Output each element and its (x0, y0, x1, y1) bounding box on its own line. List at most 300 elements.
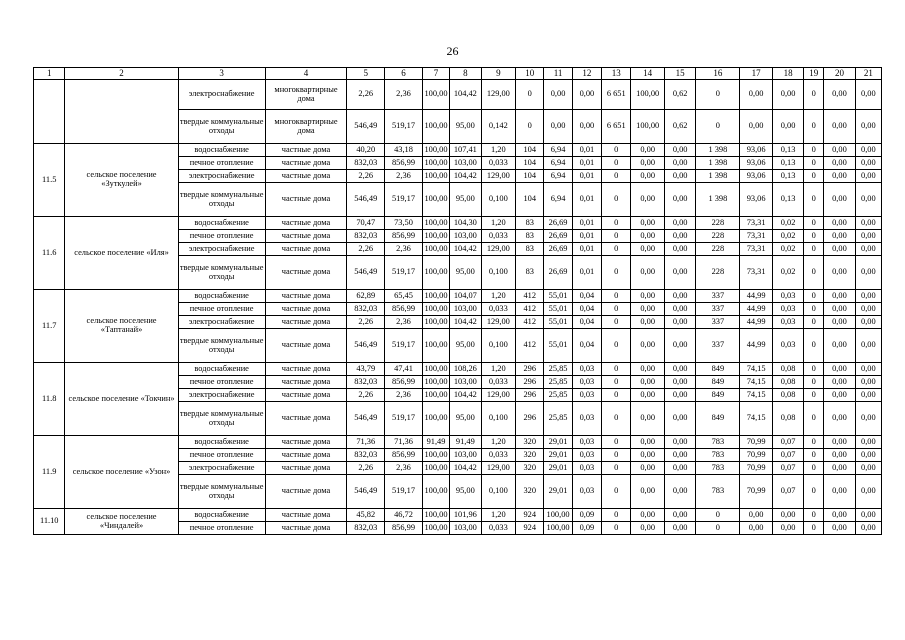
table-cell: 44,99 (740, 316, 772, 329)
table-cell: 2,36 (385, 462, 423, 475)
table-cell: 0 (804, 256, 824, 290)
table-cell: 95,00 (450, 402, 481, 436)
table-cell: 2,26 (347, 80, 385, 110)
table-cell: 100,00 (422, 509, 449, 522)
table-cell: 832,03 (347, 376, 385, 389)
table-cell: 1 398 (696, 183, 740, 217)
table-cell: 104,42 (450, 80, 481, 110)
table-cell: водоснабжение (178, 363, 265, 376)
table-cell: 100,00 (422, 316, 449, 329)
table-cell: 0,01 (572, 230, 601, 243)
table-cell: 0,00 (824, 144, 855, 157)
table-cell: 546,49 (347, 475, 385, 509)
header-row (34, 68, 882, 80)
table-cell: 1,20 (481, 363, 516, 376)
table-cell: 0 (696, 522, 740, 535)
table-cell: 29,01 (544, 449, 572, 462)
table-cell: 0,00 (664, 329, 695, 363)
table-cell: 93,06 (740, 183, 772, 217)
table-cell: частные дома (265, 243, 347, 256)
table-cell: 0,03 (572, 449, 601, 462)
table-cell: 0,00 (631, 462, 665, 475)
table-cell: 2,26 (347, 389, 385, 402)
column-header: 12 (572, 68, 601, 80)
settlement-name-cell: сельское поселение «Иля» (65, 217, 178, 290)
column-header: 9 (481, 68, 516, 80)
table-cell: 0,62 (664, 110, 695, 144)
table-cell: 337 (696, 290, 740, 303)
table-cell: 44,99 (740, 303, 772, 316)
table-cell: электроснабжение (178, 243, 265, 256)
table-cell: 26,69 (544, 243, 572, 256)
table-cell: 0,03 (572, 363, 601, 376)
table-cell: 0 (602, 144, 631, 157)
table-cell: 73,31 (740, 230, 772, 243)
table-cell: 228 (696, 217, 740, 230)
table-cell: 104 (516, 183, 544, 217)
table-cell: 100,00 (422, 462, 449, 475)
settlement-name-cell: сельское поселение «Зуткулей» (65, 144, 178, 217)
table-cell: 100,00 (422, 110, 449, 144)
table-cell: 70,99 (740, 475, 772, 509)
table-cell: 100,00 (422, 522, 449, 535)
table-cell: 55,01 (544, 290, 572, 303)
table-cell: 0 (602, 462, 631, 475)
table-cell: 0,00 (631, 436, 665, 449)
table-cell: 91,49 (422, 436, 449, 449)
table-cell: 0,00 (740, 522, 772, 535)
table-cell: 0,03 (572, 475, 601, 509)
table-cell: 0,00 (855, 144, 881, 157)
table-cell: 0,00 (631, 316, 665, 329)
table-cell: 0 (602, 230, 631, 243)
table-cell: 0 (804, 376, 824, 389)
table-cell: 0,00 (740, 110, 772, 144)
table-cell: 0,03 (772, 316, 803, 329)
table-cell: 0,01 (572, 170, 601, 183)
settlement-name-cell: сельское поселение «Узон» (65, 436, 178, 509)
column-header: 20 (824, 68, 855, 80)
table-cell: 0,00 (664, 363, 695, 376)
table-cell: частные дома (265, 303, 347, 316)
table-cell: 0,07 (772, 449, 803, 462)
table-cell: 832,03 (347, 230, 385, 243)
group-number-cell (34, 80, 65, 144)
table-cell: 2,26 (347, 316, 385, 329)
column-header: 1 (34, 68, 65, 80)
table-cell: 0,00 (855, 157, 881, 170)
table-cell: 519,17 (385, 402, 423, 436)
table-cell: частные дома (265, 316, 347, 329)
table-cell: твердые коммунальные отходы (178, 256, 265, 290)
table-cell: 70,99 (740, 436, 772, 449)
table-cell: твердые коммунальные отходы (178, 183, 265, 217)
table-cell: 0,00 (855, 436, 881, 449)
table-cell: многоквартирные дома (265, 80, 347, 110)
table-cell: 0 (804, 509, 824, 522)
table-cell: 0,08 (772, 402, 803, 436)
table-cell: 100,00 (422, 217, 449, 230)
table-cell: 1,20 (481, 509, 516, 522)
table-cell: 0,62 (664, 80, 695, 110)
table-cell: 0,00 (631, 449, 665, 462)
table-cell: 0,00 (631, 230, 665, 243)
table-cell: 107,41 (450, 144, 481, 157)
table-cell: 832,03 (347, 303, 385, 316)
table-cell: 0,03 (772, 290, 803, 303)
table-cell: 1,20 (481, 144, 516, 157)
table-cell: 0,00 (664, 402, 695, 436)
table-cell: 25,85 (544, 376, 572, 389)
table-cell: 103,00 (450, 157, 481, 170)
table-cell: 0 (804, 170, 824, 183)
table-cell: 519,17 (385, 183, 423, 217)
table-cell: 2,26 (347, 170, 385, 183)
column-header: 3 (178, 68, 265, 80)
table-cell: 83 (516, 230, 544, 243)
table-cell: 0,00 (664, 243, 695, 256)
table-cell: 0,00 (855, 389, 881, 402)
table-cell: 0 (602, 243, 631, 256)
table-cell: 95,00 (450, 475, 481, 509)
table-cell: 26,69 (544, 217, 572, 230)
table-cell: 0 (804, 80, 824, 110)
table-cell: 0 (696, 80, 740, 110)
table-cell: 55,01 (544, 316, 572, 329)
table-cell: 104,42 (450, 243, 481, 256)
table-cell: 104,42 (450, 316, 481, 329)
table-cell: 0,00 (772, 509, 803, 522)
table-cell: частные дома (265, 475, 347, 509)
table-cell: 0 (804, 157, 824, 170)
table-cell: 0,00 (664, 157, 695, 170)
table-cell: 100,00 (422, 183, 449, 217)
table-row (34, 509, 882, 522)
table-cell: 129,00 (481, 170, 516, 183)
table-cell: 0 (602, 303, 631, 316)
table-cell: 103,00 (450, 230, 481, 243)
table-row (34, 217, 882, 230)
table-cell: 129,00 (481, 462, 516, 475)
table-cell: электроснабжение (178, 80, 265, 110)
table-cell: 296 (516, 363, 544, 376)
table-cell: 0,00 (824, 217, 855, 230)
table-cell: электроснабжение (178, 316, 265, 329)
table-cell: 0 (602, 183, 631, 217)
table-cell: 6,94 (544, 170, 572, 183)
column-header: 18 (772, 68, 803, 80)
table-cell: 519,17 (385, 329, 423, 363)
table-cell: 0,033 (481, 522, 516, 535)
table-cell: 6,94 (544, 157, 572, 170)
table-cell: 0,00 (824, 110, 855, 144)
table-cell: 0 (804, 243, 824, 256)
table-cell: частные дома (265, 290, 347, 303)
table-cell: 0,03 (572, 436, 601, 449)
table-cell: 0,01 (572, 157, 601, 170)
table-cell: печное отопление (178, 522, 265, 535)
table-cell: 55,01 (544, 303, 572, 316)
table-cell: 0,00 (855, 110, 881, 144)
table-cell: 0,033 (481, 449, 516, 462)
table-cell: 45,82 (347, 509, 385, 522)
table-cell: 0,00 (544, 110, 572, 144)
table-cell: 73,50 (385, 217, 423, 230)
table-cell: 0,100 (481, 402, 516, 436)
table-cell: частные дома (265, 157, 347, 170)
table-cell: 0 (804, 144, 824, 157)
table-cell: 71,36 (385, 436, 423, 449)
table-cell: 25,85 (544, 402, 572, 436)
table-cell: 0,04 (572, 329, 601, 363)
table-cell: 0,13 (772, 144, 803, 157)
table-cell: 0,00 (572, 80, 601, 110)
table-cell: 0,00 (631, 303, 665, 316)
table-cell: 0,01 (572, 217, 601, 230)
table-cell: частные дома (265, 509, 347, 522)
table-cell: твердые коммунальные отходы (178, 402, 265, 436)
table-cell: 104,42 (450, 462, 481, 475)
table-cell: 0,00 (824, 80, 855, 110)
table-cell: 47,41 (385, 363, 423, 376)
table-cell: 83 (516, 256, 544, 290)
table-cell: 74,15 (740, 363, 772, 376)
table-cell: 0,01 (572, 243, 601, 256)
table-cell: 0,00 (824, 475, 855, 509)
table-cell: 1 398 (696, 144, 740, 157)
table-cell: 0,00 (824, 303, 855, 316)
table-cell: 0 (516, 110, 544, 144)
table-cell: частные дома (265, 376, 347, 389)
table-cell: 44,99 (740, 290, 772, 303)
column-header: 16 (696, 68, 740, 80)
column-header: 17 (740, 68, 772, 80)
table-cell: 6 651 (602, 80, 631, 110)
table-cell: 0,00 (664, 183, 695, 217)
table-cell: 129,00 (481, 389, 516, 402)
table-cell: 0 (804, 402, 824, 436)
table-cell: 0 (602, 376, 631, 389)
table-cell: 95,00 (450, 110, 481, 144)
table-cell: 100,00 (422, 290, 449, 303)
table-cell: 0,04 (572, 290, 601, 303)
table-cell: частные дома (265, 256, 347, 290)
table-cell: 0,07 (772, 436, 803, 449)
table-cell: 0,100 (481, 256, 516, 290)
table-cell: 0 (804, 290, 824, 303)
table-cell: 0,13 (772, 183, 803, 217)
table-cell: 100,00 (422, 230, 449, 243)
table-cell: 0,033 (481, 157, 516, 170)
table-cell: 0 (804, 389, 824, 402)
table-cell: 104 (516, 144, 544, 157)
table-cell: 74,15 (740, 376, 772, 389)
table-cell: 0,100 (481, 475, 516, 509)
table-cell: 0 (602, 157, 631, 170)
table-cell: 412 (516, 303, 544, 316)
table-cell: 0,00 (824, 316, 855, 329)
table-cell: 100,00 (422, 157, 449, 170)
column-header: 15 (664, 68, 695, 80)
table-cell: 0,00 (824, 230, 855, 243)
table-cell: электроснабжение (178, 389, 265, 402)
table-cell: 0,04 (572, 303, 601, 316)
table-cell: 0,100 (481, 329, 516, 363)
table-cell: 0 (804, 449, 824, 462)
table-cell: электроснабжение (178, 462, 265, 475)
table-cell: 29,01 (544, 436, 572, 449)
column-header: 11 (544, 68, 572, 80)
table-cell: 0,00 (664, 230, 695, 243)
table-cell: 412 (516, 290, 544, 303)
table-cell: печное отопление (178, 230, 265, 243)
table-cell: 100,00 (422, 363, 449, 376)
table-cell: 0,00 (631, 376, 665, 389)
settlement-name-cell: сельское поселение «Чиндалей» (65, 509, 178, 535)
column-header: 21 (855, 68, 881, 80)
column-header: 19 (804, 68, 824, 80)
table-cell: многоквартирные дома (265, 110, 347, 144)
table-cell: 0,00 (664, 449, 695, 462)
table-cell: 0 (804, 110, 824, 144)
table-cell: 783 (696, 449, 740, 462)
table-cell: 519,17 (385, 256, 423, 290)
table-cell: твердые коммунальные отходы (178, 110, 265, 144)
table-cell: 0,00 (824, 449, 855, 462)
table-cell: 0,09 (572, 509, 601, 522)
table-cell: 29,01 (544, 475, 572, 509)
table-cell: 0 (602, 217, 631, 230)
table-cell: 0,00 (824, 363, 855, 376)
table-row (34, 363, 882, 376)
table-cell: 2,26 (347, 243, 385, 256)
group-number-cell: 11.5 (34, 144, 65, 217)
table-cell: 337 (696, 303, 740, 316)
table-cell: 29,01 (544, 462, 572, 475)
table-cell: 104,42 (450, 170, 481, 183)
table-cell: частные дома (265, 522, 347, 535)
table-cell: 0,00 (855, 80, 881, 110)
column-header: 2 (65, 68, 178, 80)
table-cell: 0,00 (664, 290, 695, 303)
table-cell: 0,07 (772, 475, 803, 509)
table-cell: 71,36 (347, 436, 385, 449)
table-cell: 0 (804, 462, 824, 475)
table-cell: частные дома (265, 217, 347, 230)
table-cell: 25,85 (544, 389, 572, 402)
table-cell: 0,00 (855, 376, 881, 389)
table-cell: твердые коммунальные отходы (178, 475, 265, 509)
table-cell: 0,00 (631, 363, 665, 376)
table-cell: 546,49 (347, 329, 385, 363)
table-cell: 0,00 (824, 436, 855, 449)
table-cell: 25,85 (544, 363, 572, 376)
table-cell: 0,09 (572, 522, 601, 535)
table-cell: 0,00 (855, 217, 881, 230)
table-cell: 296 (516, 389, 544, 402)
table-cell: 73,31 (740, 217, 772, 230)
table-cell: 849 (696, 376, 740, 389)
table-cell: 320 (516, 449, 544, 462)
table-cell: 0,04 (572, 316, 601, 329)
table-cell: частные дома (265, 402, 347, 436)
table-cell: 0,00 (824, 522, 855, 535)
table-cell: 0,00 (855, 462, 881, 475)
table-row (34, 290, 882, 303)
table-cell: водоснабжение (178, 217, 265, 230)
table-cell: 519,17 (385, 110, 423, 144)
table-cell: 546,49 (347, 402, 385, 436)
table-cell: 296 (516, 402, 544, 436)
table-cell: 0 (804, 183, 824, 217)
table-cell: 0 (602, 389, 631, 402)
table-cell: 74,15 (740, 389, 772, 402)
table-cell: 296 (516, 376, 544, 389)
table-cell: 108,26 (450, 363, 481, 376)
table-cell: 783 (696, 436, 740, 449)
table-cell: 6,94 (544, 144, 572, 157)
table-cell: 1,20 (481, 436, 516, 449)
table-cell: 62,89 (347, 290, 385, 303)
table-cell: 103,00 (450, 522, 481, 535)
table-cell: 91,49 (450, 436, 481, 449)
table-cell: 0 (602, 449, 631, 462)
table-cell: 0,00 (855, 256, 881, 290)
table-cell: 0 (804, 522, 824, 535)
table-cell: частные дома (265, 363, 347, 376)
settlement-name-cell: сельское поселение «Таптанай» (65, 290, 178, 363)
page-number: 26 (446, 44, 459, 58)
table-cell: 26,69 (544, 230, 572, 243)
table-cell: 0,00 (631, 243, 665, 256)
table-cell: 6,94 (544, 183, 572, 217)
column-header: 7 (422, 68, 449, 80)
table-cell: 924 (516, 522, 544, 535)
table-cell: 0,03 (772, 329, 803, 363)
table-cell: 0,142 (481, 110, 516, 144)
table-cell: 856,99 (385, 157, 423, 170)
table-cell: 0,00 (855, 475, 881, 509)
table-cell: 0 (602, 329, 631, 363)
table-cell: 0,00 (740, 80, 772, 110)
table-cell: 43,18 (385, 144, 423, 157)
table-cell: 0,00 (772, 522, 803, 535)
table-cell: 832,03 (347, 157, 385, 170)
table-cell: 65,45 (385, 290, 423, 303)
table-cell: 0,01 (572, 183, 601, 217)
table-cell: 0,00 (855, 170, 881, 183)
table-cell: 0,02 (772, 243, 803, 256)
table-cell: 0 (804, 230, 824, 243)
table-row (34, 436, 882, 449)
group-name-cell (65, 80, 178, 144)
table-cell: 0,00 (824, 290, 855, 303)
table-cell: 70,99 (740, 449, 772, 462)
table-cell: 74,15 (740, 402, 772, 436)
table-cell: 856,99 (385, 522, 423, 535)
table-cell: 546,49 (347, 110, 385, 144)
table-cell: 783 (696, 475, 740, 509)
table-cell: 100,00 (544, 522, 572, 535)
table-row (34, 144, 882, 157)
table-cell: 100,00 (422, 449, 449, 462)
table-cell: 70,47 (347, 217, 385, 230)
table-cell: 0,00 (824, 256, 855, 290)
column-header: 8 (450, 68, 481, 80)
table-cell: 2,36 (385, 170, 423, 183)
table-cell: частные дома (265, 462, 347, 475)
table-cell: 100,00 (422, 303, 449, 316)
